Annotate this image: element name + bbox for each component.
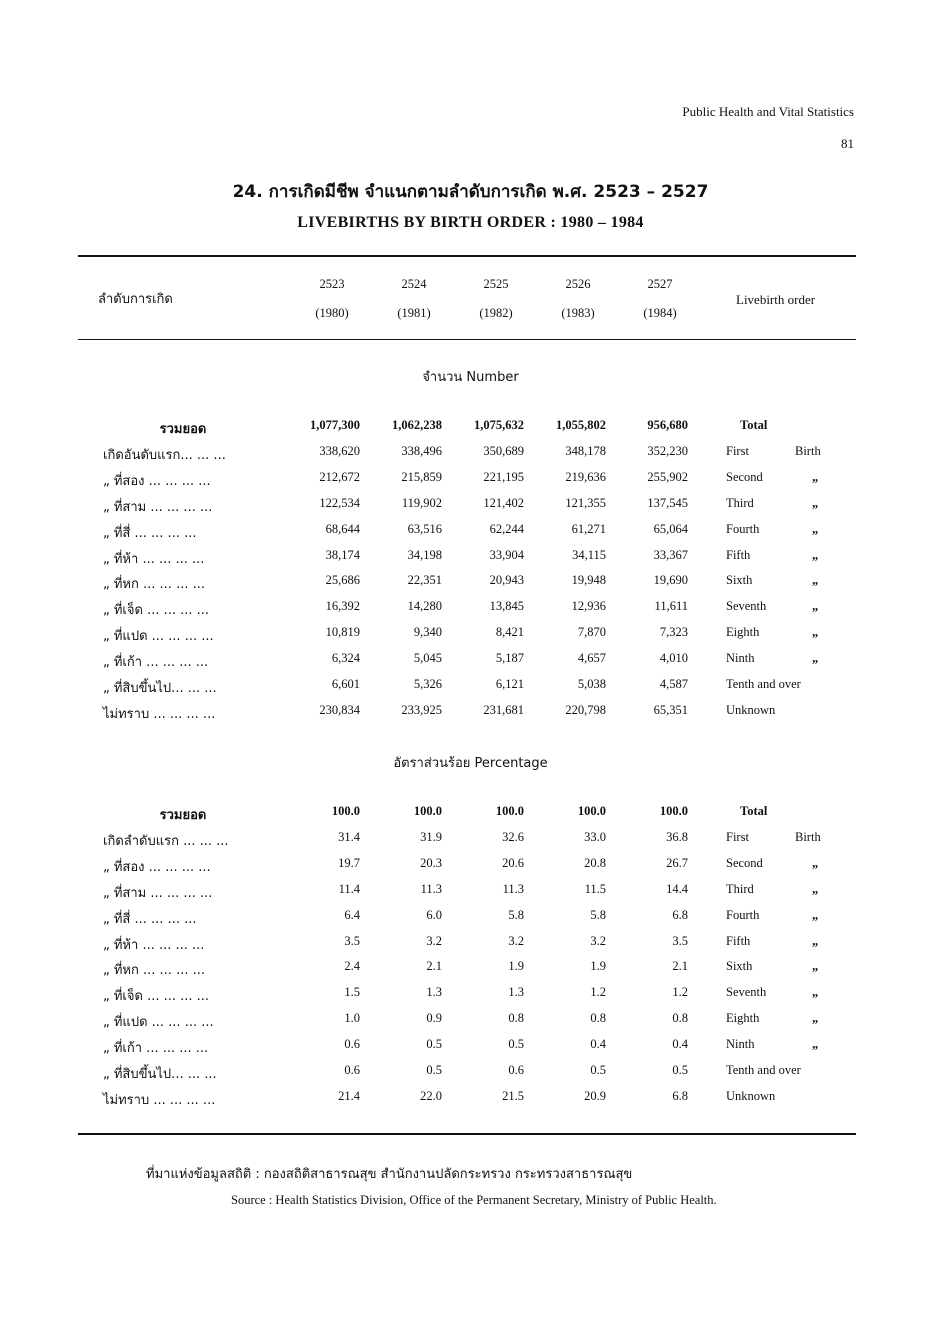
cell-value: 16,392 bbox=[325, 599, 360, 614]
cell-value: 11.4 bbox=[338, 881, 360, 896]
cell-value: 1.0 bbox=[344, 1011, 360, 1026]
ditto-mark: „ bbox=[812, 469, 819, 484]
cell-value: 0.9 bbox=[426, 1011, 442, 1026]
header-rule bbox=[78, 339, 856, 340]
row-label-english: Third bbox=[726, 881, 754, 896]
cell-value: 4,657 bbox=[577, 651, 606, 666]
ditto-mark: „ bbox=[812, 495, 819, 510]
cell-value: 19,690 bbox=[653, 573, 688, 588]
cell-value: 11,611 bbox=[654, 599, 688, 614]
cell-value: 0.5 bbox=[672, 1063, 688, 1077]
cell-value: 11.3 bbox=[502, 881, 524, 896]
cell-value: 19.7 bbox=[338, 855, 360, 870]
cell-value: 2.4 bbox=[344, 959, 360, 974]
birth-label: Birth bbox=[795, 829, 821, 844]
cell-value: 20,943 bbox=[489, 573, 524, 588]
cell-value: 0.8 bbox=[590, 1011, 606, 1026]
cell-value: 348,178 bbox=[565, 443, 606, 458]
cell-value: 100.0 bbox=[659, 804, 688, 818]
cell-value: 0.4 bbox=[672, 1037, 688, 1052]
cell-value: 233,925 bbox=[401, 702, 442, 717]
cell-value: 22.0 bbox=[420, 1088, 442, 1103]
cell-value: 119,902 bbox=[401, 495, 442, 510]
cell-value: 12,936 bbox=[571, 599, 606, 614]
cell-value: 3.5 bbox=[344, 933, 360, 948]
total-row bbox=[0, 804, 941, 830]
row-label-thai: „ ที่หก ... ... ... ... bbox=[103, 963, 205, 979]
row-label-english: Fourth bbox=[726, 521, 760, 536]
cell-value: 36.8 bbox=[666, 829, 688, 844]
row-label-english: Seventh bbox=[726, 599, 767, 614]
table-row bbox=[0, 573, 941, 599]
cell-value: 6.4 bbox=[344, 907, 360, 922]
row-label-english: Ninth bbox=[726, 651, 755, 666]
cell-value: 215,859 bbox=[401, 469, 442, 484]
cell-value: 22,351 bbox=[407, 573, 442, 588]
table-row bbox=[0, 470, 941, 496]
table-row bbox=[0, 522, 941, 548]
cell-value: 6.8 bbox=[672, 1088, 688, 1103]
cell-value: 62,244 bbox=[489, 521, 524, 536]
cell-value: 221,195 bbox=[483, 469, 524, 484]
cell-value: 5.8 bbox=[590, 907, 606, 922]
total-row bbox=[0, 418, 941, 444]
row-label-thai: „ ที่เก้า ... ... ... ... bbox=[103, 1041, 209, 1057]
row-label-thai: „ ที่สาม ... ... ... ... bbox=[103, 885, 213, 901]
ditto-mark: „ bbox=[812, 985, 819, 1000]
cell-value: 1,075,632 bbox=[474, 418, 524, 432]
cell-value: 26.7 bbox=[666, 855, 688, 870]
row-label-english: Sixth bbox=[726, 573, 753, 588]
row-label-thai: ไม่ทราบ ... ... ... ... bbox=[103, 706, 216, 722]
cell-value: 350,689 bbox=[483, 443, 524, 458]
row-label-english: Fifth bbox=[726, 547, 751, 562]
cell-value: 8,421 bbox=[495, 625, 524, 640]
cell-value: 0.6 bbox=[508, 1063, 524, 1077]
ditto-mark: „ bbox=[812, 625, 819, 640]
cell-value: 100.0 bbox=[331, 804, 360, 818]
running-header: Public Health and Vital Statistics bbox=[682, 104, 854, 119]
cell-value: 1.5 bbox=[344, 985, 360, 1000]
table-title-english: LIVEBIRTHS BY BIRTH ORDER : 1980 – 1984 bbox=[297, 214, 644, 231]
cell-value: 31.9 bbox=[420, 829, 442, 844]
cell-value: 34,198 bbox=[407, 547, 442, 562]
table-row bbox=[0, 985, 941, 1011]
ditto-mark: „ bbox=[812, 599, 819, 614]
cell-value: 5,187 bbox=[495, 651, 524, 666]
bottom-rule bbox=[78, 1133, 856, 1135]
page-number: 81 bbox=[841, 136, 854, 151]
cell-value: 5.8 bbox=[508, 907, 524, 922]
table-row bbox=[0, 1089, 941, 1115]
table-row bbox=[0, 830, 941, 856]
year-ce-5: (1984) bbox=[643, 306, 677, 320]
cell-value: 14.4 bbox=[666, 881, 688, 896]
year-ce-3: (1982) bbox=[479, 306, 513, 320]
row-label-english: Ninth bbox=[726, 1037, 755, 1052]
cell-value: 61,271 bbox=[571, 521, 606, 536]
row-label-thai: ไม่ทราบ ... ... ... ... bbox=[103, 1092, 216, 1108]
cell-value: 122,534 bbox=[319, 495, 360, 510]
ditto-mark: „ bbox=[812, 1037, 819, 1052]
row-label-english: First bbox=[726, 829, 749, 844]
table-row bbox=[0, 908, 941, 934]
cell-value: 33.0 bbox=[584, 829, 606, 844]
cell-value: 6,121 bbox=[495, 677, 524, 691]
cell-value: 11.5 bbox=[584, 881, 606, 896]
ditto-mark: „ bbox=[812, 855, 819, 870]
percentage-section-title: อัตราส่วนร้อย Percentage bbox=[393, 756, 548, 771]
row-label-english: First bbox=[726, 443, 749, 458]
column-header-english: Livebirth order bbox=[736, 292, 816, 307]
cell-value: 121,355 bbox=[565, 495, 606, 510]
cell-value: 1.9 bbox=[508, 959, 524, 974]
cell-value: 1.3 bbox=[426, 985, 442, 1000]
row-label-thai: „ ที่สี่ ... ... ... ... bbox=[103, 525, 197, 541]
row-label-thai: „ ที่เจ็ด ... ... ... ... bbox=[103, 603, 210, 619]
cell-value: 11.3 bbox=[420, 881, 442, 896]
table-row bbox=[0, 599, 941, 625]
row-label-english: Fourth bbox=[726, 907, 760, 922]
cell-value: 0.8 bbox=[672, 1011, 688, 1026]
cell-value: 6.8 bbox=[672, 907, 688, 922]
row-label-english: Third bbox=[726, 495, 754, 510]
cell-value: 5,045 bbox=[413, 651, 442, 666]
cell-value: 20.3 bbox=[420, 855, 442, 870]
cell-value: 9,340 bbox=[413, 625, 442, 640]
cell-value: 0.5 bbox=[426, 1037, 442, 1052]
row-label-thai: „ ที่แปด ... ... ... ... bbox=[103, 629, 214, 645]
cell-value: 0.8 bbox=[508, 1011, 524, 1026]
cell-value: 14,280 bbox=[407, 599, 442, 614]
cell-value: 3.5 bbox=[672, 933, 688, 948]
cell-value: 10,819 bbox=[325, 625, 360, 640]
top-rule bbox=[78, 255, 856, 257]
table-title-thai: 24. การเกิดมีชีพ จำแนกตามลำดับการเกิด พ.ศ. 2523 – 2527 bbox=[232, 182, 709, 202]
row-label-thai: „ ที่สอง ... ... ... ... bbox=[103, 473, 211, 489]
year-be-1: 2523 bbox=[319, 277, 345, 291]
year-ce-2: (1981) bbox=[397, 306, 431, 320]
cell-value: 1.9 bbox=[590, 959, 606, 974]
table-row bbox=[0, 1063, 941, 1089]
cell-value: 65,064 bbox=[653, 521, 688, 536]
cell-value: 1,055,802 bbox=[556, 418, 606, 432]
row-label-thai: รวมยอด bbox=[159, 808, 207, 823]
row-label-english: Total bbox=[740, 804, 768, 818]
year-ce-1: (1980) bbox=[315, 306, 349, 320]
cell-value: 231,681 bbox=[483, 702, 524, 717]
row-label-thai: „ ที่เก้า ... ... ... ... bbox=[103, 655, 209, 671]
table-row bbox=[0, 1011, 941, 1037]
cell-value: 5,326 bbox=[413, 677, 442, 691]
cell-value: 3.2 bbox=[508, 933, 524, 948]
cell-value: 219,636 bbox=[565, 469, 606, 484]
cell-value: 1.2 bbox=[672, 985, 688, 1000]
table-row bbox=[0, 934, 941, 960]
ditto-mark: „ bbox=[812, 959, 819, 974]
cell-value: 0.5 bbox=[508, 1037, 524, 1052]
row-label-thai: „ ที่สาม ... ... ... ... bbox=[103, 499, 213, 515]
table-row bbox=[0, 882, 941, 908]
cell-value: 121,402 bbox=[483, 495, 524, 510]
cell-value: 338,496 bbox=[401, 443, 442, 458]
row-label-english: Tenth and over bbox=[726, 1063, 801, 1077]
cell-value: 0.6 bbox=[344, 1037, 360, 1052]
cell-value: 1,062,238 bbox=[392, 418, 442, 432]
cell-value: 20.8 bbox=[584, 855, 606, 870]
cell-value: 6,324 bbox=[331, 651, 360, 666]
birth-label: Birth bbox=[795, 443, 821, 458]
row-label-thai: „ ที่เจ็ด ... ... ... ... bbox=[103, 989, 210, 1005]
row-label-english: Eighth bbox=[726, 1011, 760, 1026]
cell-value: 2.1 bbox=[672, 959, 688, 974]
table-row bbox=[0, 444, 941, 470]
year-be-2: 2524 bbox=[401, 277, 427, 291]
cell-value: 4,587 bbox=[659, 677, 688, 691]
table-row bbox=[0, 703, 941, 729]
cell-value: 220,798 bbox=[565, 702, 606, 717]
cell-value: 137,545 bbox=[647, 495, 688, 510]
cell-value: 0.5 bbox=[426, 1063, 442, 1077]
cell-value: 20.6 bbox=[502, 855, 524, 870]
cell-value: 32.6 bbox=[502, 829, 524, 844]
column-header-thai: ลำดับการเกิด bbox=[98, 292, 173, 307]
source-note-thai: ที่มาแห่งข้อมูลสถิติ : กองสถิติสาธารณสุข สำนักงานปลัดกระทรวง กระทรวงสาธารณสุข bbox=[146, 1167, 633, 1182]
cell-value: 7,323 bbox=[659, 625, 688, 640]
year-be-5: 2527 bbox=[647, 277, 673, 291]
cell-value: 33,367 bbox=[653, 547, 688, 562]
row-label-english: Second bbox=[726, 855, 763, 870]
cell-value: 338,620 bbox=[319, 443, 360, 458]
row-label-thai: เกิดลำดับแรก ... ... ... bbox=[103, 833, 229, 849]
cell-value: 100.0 bbox=[413, 804, 442, 818]
cell-value: 5,038 bbox=[577, 677, 606, 691]
cell-value: 6.0 bbox=[426, 907, 442, 922]
cell-value: 352,230 bbox=[647, 443, 688, 458]
ditto-mark: „ bbox=[812, 907, 819, 922]
cell-value: 4,010 bbox=[659, 651, 688, 666]
cell-value: 25,686 bbox=[325, 573, 360, 588]
table-row bbox=[0, 548, 941, 574]
cell-value: 33,904 bbox=[489, 547, 524, 562]
row-label-english: Unknown bbox=[726, 1088, 776, 1103]
cell-value: 20.9 bbox=[584, 1088, 606, 1103]
cell-value: 38,174 bbox=[325, 547, 360, 562]
cell-value: 1.2 bbox=[590, 985, 606, 1000]
row-label-english: Tenth and over bbox=[726, 677, 801, 691]
row-label-thai: „ ที่สิบขึ้นไป... ... ... bbox=[103, 681, 217, 696]
row-label-english: Total bbox=[740, 418, 768, 432]
cell-value: 65,351 bbox=[653, 702, 688, 717]
table-row bbox=[0, 1037, 941, 1063]
year-be-4: 2526 bbox=[565, 277, 591, 291]
cell-value: 21.5 bbox=[502, 1088, 524, 1103]
cell-value: 0.5 bbox=[590, 1063, 606, 1077]
table-row bbox=[0, 651, 941, 677]
table-row bbox=[0, 856, 941, 882]
row-label-thai: „ ที่หก ... ... ... ... bbox=[103, 577, 205, 593]
cell-value: 1.3 bbox=[508, 985, 524, 1000]
row-label-thai: „ ที่ห้า ... ... ... ... bbox=[103, 551, 205, 567]
row-label-english: Seventh bbox=[726, 985, 767, 1000]
cell-value: 21.4 bbox=[338, 1088, 360, 1103]
ditto-mark: „ bbox=[812, 651, 819, 666]
cell-value: 255,902 bbox=[647, 469, 688, 484]
table-row bbox=[0, 625, 941, 651]
cell-value: 1,077,300 bbox=[310, 418, 360, 432]
ditto-mark: „ bbox=[812, 881, 819, 896]
row-label-english: Second bbox=[726, 469, 763, 484]
row-label-thai: „ ที่สี่ ... ... ... ... bbox=[103, 911, 197, 927]
table-row bbox=[0, 959, 941, 985]
ditto-mark: „ bbox=[812, 521, 819, 536]
ditto-mark: „ bbox=[812, 547, 819, 562]
cell-value: 230,834 bbox=[319, 702, 360, 717]
number-section-title: จำนวน Number bbox=[422, 370, 519, 385]
cell-value: 6,601 bbox=[331, 677, 360, 691]
cell-value: 0.4 bbox=[590, 1037, 606, 1052]
row-label-thai: „ ที่สอง ... ... ... ... bbox=[103, 859, 211, 875]
row-label-english: Fifth bbox=[726, 933, 751, 948]
year-be-3: 2525 bbox=[483, 277, 509, 291]
cell-value: 100.0 bbox=[577, 804, 606, 818]
row-label-thai: รวมยอด bbox=[159, 422, 207, 437]
row-label-thai: „ ที่สิบขึ้นไป... ... ... bbox=[103, 1067, 217, 1082]
cell-value: 212,672 bbox=[319, 469, 360, 484]
ditto-mark: „ bbox=[812, 573, 819, 588]
table-row bbox=[0, 677, 941, 703]
cell-value: 3.2 bbox=[590, 933, 606, 948]
source-note-english: Source : Health Statistics Division, Office of the Permanent Secretary, Ministry of Public Health. bbox=[231, 1193, 717, 1207]
cell-value: 68,644 bbox=[325, 521, 360, 536]
table-row bbox=[0, 496, 941, 522]
row-label-english: Eighth bbox=[726, 625, 760, 640]
cell-value: 34,115 bbox=[572, 547, 606, 562]
cell-value: 2.1 bbox=[426, 959, 442, 974]
row-label-english: Unknown bbox=[726, 702, 776, 717]
cell-value: 100.0 bbox=[495, 804, 524, 818]
year-ce-4: (1983) bbox=[561, 306, 595, 320]
ditto-mark: „ bbox=[812, 1011, 819, 1026]
cell-value: 13,845 bbox=[489, 599, 524, 614]
cell-value: 956,680 bbox=[647, 418, 688, 432]
row-label-thai: „ ที่แปด ... ... ... ... bbox=[103, 1015, 214, 1031]
cell-value: 0.6 bbox=[344, 1063, 360, 1077]
row-label-thai: เกิดอันดับแรก... ... ... bbox=[103, 447, 226, 463]
row-label-thai: „ ที่ห้า ... ... ... ... bbox=[103, 937, 205, 953]
cell-value: 19,948 bbox=[571, 573, 606, 588]
cell-value: 3.2 bbox=[426, 933, 442, 948]
cell-value: 63,516 bbox=[407, 521, 442, 536]
ditto-mark: „ bbox=[812, 933, 819, 948]
cell-value: 31.4 bbox=[338, 829, 360, 844]
row-label-english: Sixth bbox=[726, 959, 753, 974]
cell-value: 7,870 bbox=[577, 625, 606, 640]
